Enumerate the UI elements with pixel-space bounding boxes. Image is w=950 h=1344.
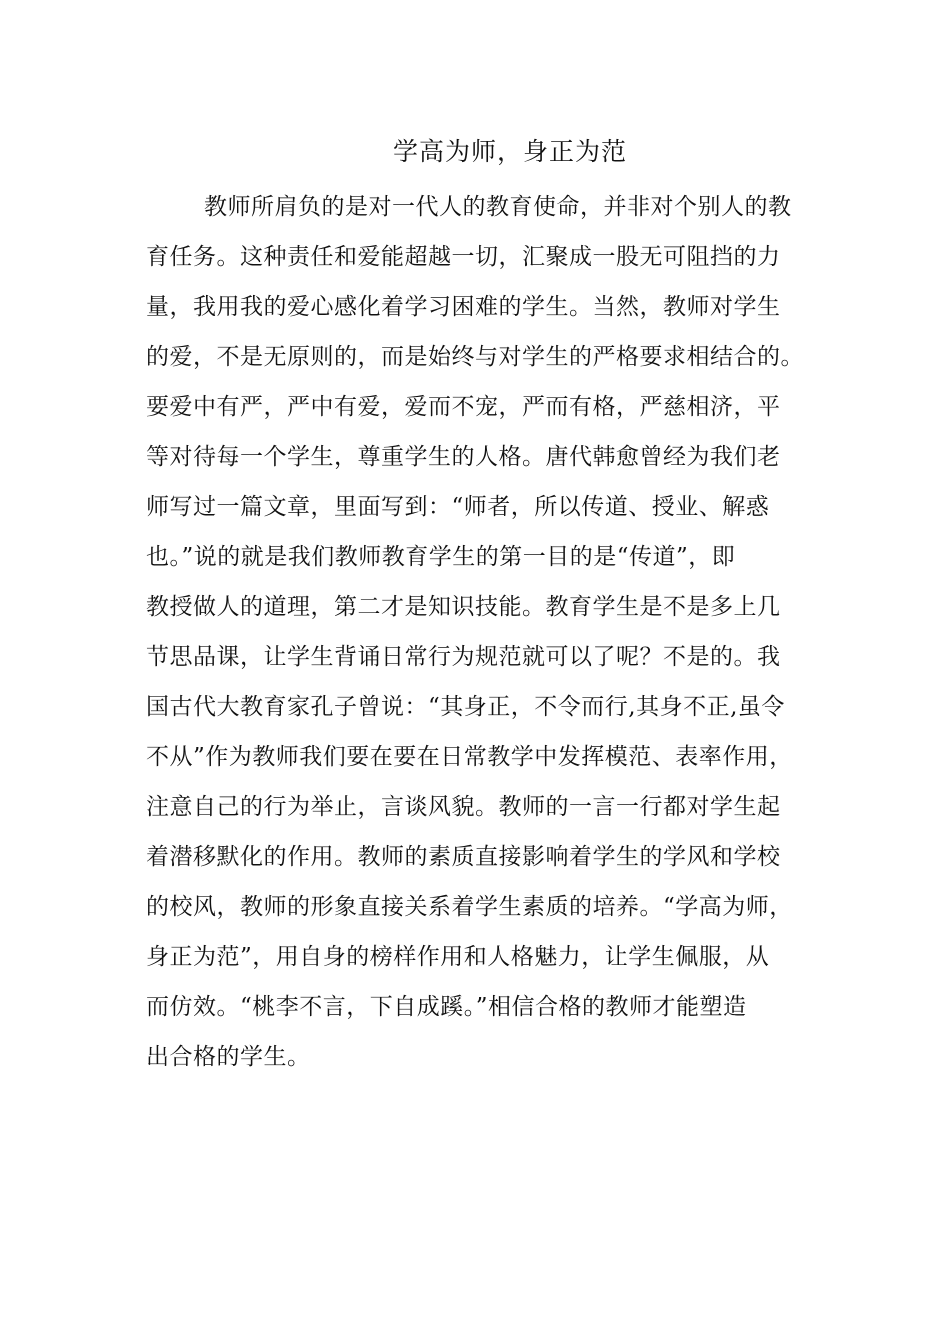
document-title: 学高为师，身正为范 — [392, 137, 627, 166]
body-line: 身正为范”，用自身的榜样作用和人格魅力，让学生佩服，从 — [146, 944, 770, 970]
document-body — [146, 182, 816, 1082]
body-line: 的爱，不是无原则的，而是始终与对学生的严格要求相结合的。 — [146, 344, 804, 370]
body-line: 的校风，教师的形象直接关系着学生素质的培养。“学高为师， — [146, 894, 793, 920]
body-line: 教授做人的道理，第二才是知识技能。教育学生是不是多上几 — [146, 594, 781, 620]
body-line: 等对待每一个学生，尊重学生的人格。唐代韩愈曾经为我们老 — [146, 444, 781, 470]
body-line: 教师所肩负的是对一代人的教育使命，并非对个别人的教 — [204, 194, 792, 220]
body-line: 育任务。这种责任和爱能超越一切，汇聚成一股无可阻挡的力 — [146, 244, 781, 270]
body-line: 要爱中有严，严中有爱，爱而不宠，严而有格，严慈相济，平 — [146, 394, 781, 420]
body-line: 量，我用我的爱心感化着学习困难的学生。当然，教师对学生 — [146, 294, 781, 320]
body-line: 师写过一篇文章，里面写到：“师者，所以传道、授业、解惑 — [146, 494, 770, 520]
body-line: 也。”说的就是我们教师教育学生的第一目的是“传道”，即 — [146, 544, 736, 570]
body-line: 不从”作为教师我们要在要在日常教学中发挥模范、表率作用， — [146, 744, 793, 770]
body-line: 国古代大教育家孔子曾说：“其身正，不令而行,其身不正,虽令 — [146, 694, 785, 720]
body-line: 节思品课，让学生背诵日常行为规范就可以了呢？不是的。我 — [146, 644, 781, 670]
body-line: 而仿效。“桃李不言，下自成蹊。”相信合格的教师才能塑造 — [146, 994, 747, 1020]
body-line: 出合格的学生。 — [146, 1044, 311, 1070]
body-line: 着潜移默化的作用。教师的素质直接影响着学生的学风和学校 — [146, 844, 781, 870]
body-line: 注意自己的行为举止，言谈风貌。教师的一言一行都对学生起 — [146, 794, 781, 820]
